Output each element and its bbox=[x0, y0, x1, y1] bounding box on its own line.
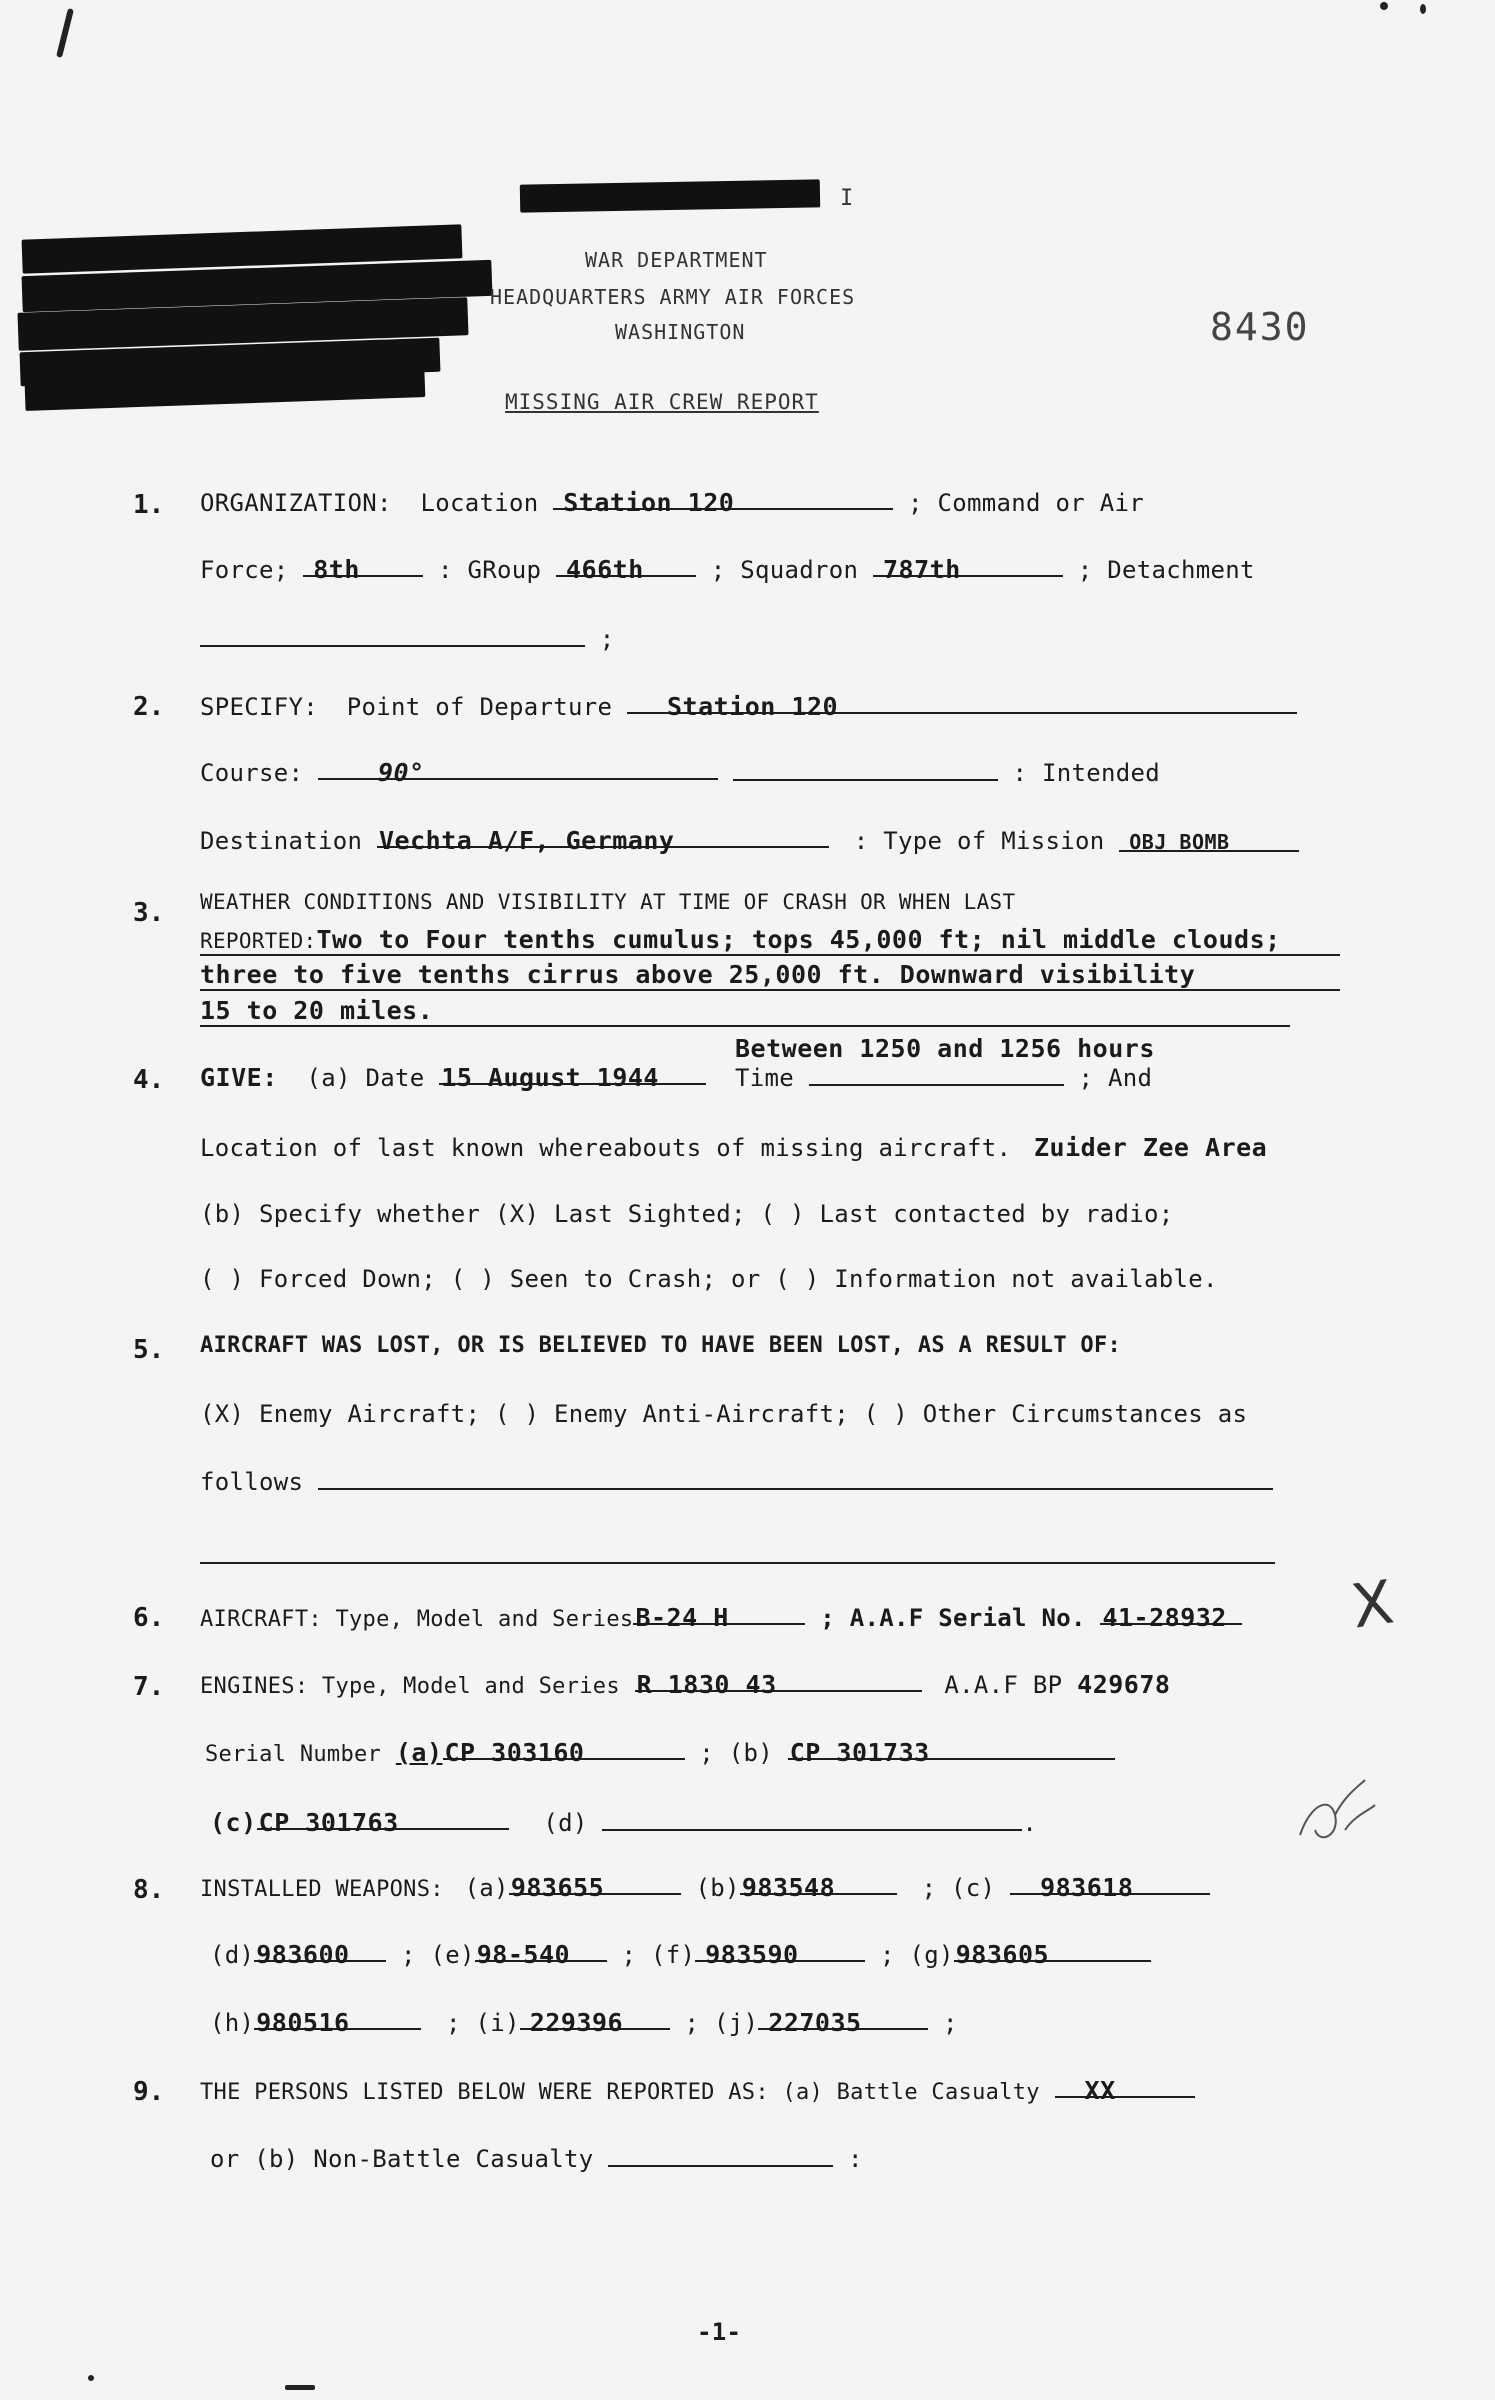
aircraft-label: AIRCRAFT: Type, Model and Series bbox=[200, 1607, 634, 1632]
item-number: 1. bbox=[133, 490, 165, 520]
organization-label: ORGANIZATION: bbox=[200, 489, 392, 517]
weapon-a-label: (a) bbox=[464, 1874, 509, 1902]
line-end: ; bbox=[599, 625, 615, 653]
follows-label: follows bbox=[200, 1468, 304, 1496]
line-end: . bbox=[1022, 1809, 1038, 1837]
item8-line2 bbox=[210, 1940, 1151, 1969]
weapon-f-value: 983590 bbox=[695, 1940, 865, 1962]
aircraft-value: B-24 H bbox=[633, 1603, 805, 1625]
item-number: 2. bbox=[133, 692, 165, 722]
item-number: 4. bbox=[133, 1065, 165, 1095]
item-number: 7. bbox=[133, 1672, 165, 1702]
non-battle-blank bbox=[608, 2145, 833, 2167]
item-number: 9. bbox=[133, 2077, 165, 2107]
engine-d-blank bbox=[602, 1809, 1022, 1831]
weapon-d-value: 983600 bbox=[254, 1940, 386, 1962]
item1-line3 bbox=[200, 625, 615, 653]
serial-label: ; A.A.F Serial No. bbox=[820, 1604, 1086, 1632]
weapon-h-label: (h) bbox=[210, 2009, 255, 2037]
engine-c-label: (c) bbox=[210, 1808, 257, 1837]
location-label: Location bbox=[420, 489, 539, 517]
whereabouts-label: Location of last known whereabouts of missing aircraft. bbox=[200, 1134, 1012, 1162]
scan-speck bbox=[88, 2375, 94, 2381]
item2-line3 bbox=[200, 826, 1299, 855]
follows-blank-line bbox=[200, 1562, 1275, 1564]
item7-line1 bbox=[200, 1670, 1170, 1699]
departure-value: Station 120 bbox=[627, 692, 1297, 714]
item1-line2 bbox=[200, 555, 1255, 584]
item3-line2 bbox=[200, 925, 1340, 956]
scan-speck bbox=[1420, 4, 1426, 14]
course-label: Course: bbox=[200, 759, 304, 787]
item1-line1 bbox=[200, 488, 1144, 517]
item2-line2 bbox=[200, 758, 1160, 787]
item5-line3 bbox=[200, 1468, 1273, 1496]
detachment-blank bbox=[200, 625, 585, 647]
destination-value: Vechta A/F, Germany bbox=[377, 826, 829, 848]
weapon-j-label: ; (j) bbox=[684, 2009, 759, 2037]
mission-label: : Type of Mission bbox=[853, 827, 1105, 855]
serial-number-label: Serial Number bbox=[205, 1742, 382, 1767]
item-number: 5. bbox=[133, 1335, 165, 1365]
weapon-g-label: ; (g) bbox=[880, 1941, 954, 1969]
weapon-b-label: (b) bbox=[695, 1874, 740, 1902]
squadron-value: 787th bbox=[873, 555, 1063, 577]
weapons-label: INSTALLED WEAPONS: bbox=[200, 1877, 444, 1902]
weapon-f-label: ; (f) bbox=[621, 1941, 696, 1969]
weapon-i-label: ; (i) bbox=[446, 2009, 520, 2037]
command-label: ; Command or Air bbox=[908, 489, 1144, 517]
item4-line3: (b) Specify whether (X) Last Sighted; ( ) Last contacted by radio; bbox=[200, 1200, 1174, 1228]
item4-line4: ( ) Forced Down; ( ) Seen to Crash; or ( ) Information not available. bbox=[200, 1265, 1218, 1293]
force-value: 8th bbox=[303, 555, 423, 577]
weapon-d-label: (d) bbox=[210, 1941, 255, 1969]
force-label: Force; bbox=[200, 556, 289, 584]
non-battle-label: or (b) Non-Battle Casualty bbox=[210, 2145, 594, 2173]
item4-line2 bbox=[200, 1133, 1267, 1162]
headquarters-line: HEADQUARTERS ARMY AIR FORCES bbox=[490, 285, 856, 309]
item4-line1 bbox=[200, 1063, 1152, 1092]
serial-value: 41-28932 bbox=[1100, 1603, 1242, 1625]
and-label: ; And bbox=[1078, 1064, 1153, 1092]
persons-label: THE PERSONS LISTED BELOW WERE REPORTED AS: (a) Battle Casualty bbox=[200, 2080, 1040, 2105]
specify-label: SPECIFY: bbox=[200, 693, 318, 721]
item-number: 8. bbox=[133, 1875, 165, 1905]
engine-c-value: CP 301763 bbox=[257, 1808, 509, 1830]
weather-heading: WEATHER CONDITIONS AND VISIBILITY AT TIME OF CRASH OR WHEN LAST bbox=[200, 890, 1016, 914]
weapon-j-value: 227035 bbox=[758, 2008, 928, 2030]
item6-line bbox=[200, 1603, 1242, 1632]
weapon-c-value: 983618 bbox=[1010, 1873, 1210, 1895]
weapon-a-value: 983655 bbox=[509, 1873, 681, 1895]
weapon-c-label: ; (c) bbox=[921, 1874, 996, 1902]
engine-a-value: CP 303160 bbox=[443, 1738, 685, 1760]
engine-d-label: (d) bbox=[543, 1809, 588, 1837]
weapon-h-value: 980516 bbox=[254, 2008, 421, 2030]
weather-line-2: three to five tenths cirrus above 25,000 ft. Downward visibility bbox=[200, 960, 1340, 991]
weapon-b-value: 983548 bbox=[740, 1873, 897, 1895]
weapon-e-label: ; (e) bbox=[401, 1941, 475, 1969]
time-blank bbox=[809, 1064, 1064, 1086]
group-value: 466th bbox=[556, 555, 696, 577]
scan-speck bbox=[1380, 2, 1388, 10]
item7-line2 bbox=[205, 1738, 1115, 1767]
item7-line3 bbox=[210, 1808, 1037, 1837]
group-label: : GRoup bbox=[438, 556, 542, 584]
whereabouts-value: Zuider Zee Area bbox=[1033, 1133, 1268, 1162]
line-end: : bbox=[847, 2145, 863, 2173]
scan-speck bbox=[285, 2385, 315, 2390]
engine-b-value: CP 301733 bbox=[788, 1738, 1115, 1760]
follows-blank bbox=[318, 1468, 1273, 1490]
date-value: 15 August 1944 bbox=[439, 1063, 706, 1085]
weapon-g-value: 983605 bbox=[954, 1940, 1151, 1962]
classification-stub: I bbox=[840, 186, 855, 211]
departure-label: Point of Departure bbox=[346, 693, 613, 721]
give-label: GIVE: bbox=[200, 1063, 278, 1092]
page-number: -1- bbox=[697, 2318, 742, 2346]
aaf-bp-label: A.A.F BP bbox=[944, 1671, 1063, 1699]
report-title: MISSING AIR CREW REPORT bbox=[505, 390, 819, 414]
item8-line1 bbox=[200, 1873, 1210, 1902]
line-end: ; bbox=[943, 2009, 958, 2037]
squadron-label: ; Squadron bbox=[710, 556, 859, 584]
report-number: 8430 bbox=[1210, 305, 1310, 349]
item2-line1 bbox=[200, 692, 1297, 721]
mission-value: OBJ BOMB bbox=[1119, 830, 1299, 852]
department-line: WAR DEPARTMENT bbox=[585, 248, 768, 272]
weapon-i-value: 229396 bbox=[520, 2008, 670, 2030]
weather-line-3: 15 to 20 miles. bbox=[200, 996, 1290, 1027]
engines-label: ENGINES: Type, Model and Series bbox=[200, 1674, 620, 1699]
item9-line1 bbox=[200, 2076, 1195, 2105]
scan-speck bbox=[56, 8, 74, 58]
engine-a-label: (a) bbox=[395, 1738, 443, 1767]
aaf-bp-value: 429678 bbox=[1077, 1670, 1171, 1699]
weapon-e-value: 98-540 bbox=[475, 1940, 607, 1962]
item-number: 6. bbox=[133, 1603, 165, 1633]
reported-label: REPORTED: bbox=[200, 929, 317, 953]
engine-type-value: R 1830 43 bbox=[635, 1670, 922, 1692]
intended-label: : Intended bbox=[1012, 759, 1160, 787]
city-line: WASHINGTON bbox=[615, 320, 746, 344]
initials-mark bbox=[1290, 1775, 1380, 1855]
initials-scribble bbox=[1290, 1775, 1380, 1859]
item5-line2: (X) Enemy Aircraft; ( ) Enemy Anti-Aircraft; ( ) Other Circumstances as bbox=[200, 1400, 1248, 1428]
location-value: Station 120 bbox=[553, 488, 893, 510]
date-label: (a) Date bbox=[306, 1064, 425, 1092]
detachment-label: ; Detachment bbox=[1077, 556, 1255, 584]
item5-line1: AIRCRAFT WAS LOST, OR IS BELIEVED TO HAVE BEEN LOST, AS A RESULT OF: bbox=[200, 1333, 1122, 1358]
time-label: Time bbox=[735, 1064, 795, 1092]
weather-line-1: Two to Four tenths cumulus; tops 45,000 ft; nil middle clouds; bbox=[316, 925, 1281, 954]
item9-line2 bbox=[210, 2145, 863, 2173]
battle-casualty-value: XX bbox=[1055, 2076, 1195, 2098]
item8-line3 bbox=[210, 2008, 958, 2037]
check-mark: X bbox=[1347, 1567, 1398, 1643]
item-number: 3. bbox=[133, 898, 165, 928]
time-note: Between 1250 and 1256 hours bbox=[735, 1034, 1155, 1063]
engine-b-label: ; (b) bbox=[699, 1739, 773, 1767]
redaction-bar bbox=[520, 179, 820, 212]
destination-label: Destination bbox=[200, 827, 363, 855]
course-blank bbox=[733, 759, 998, 781]
course-value: 90° bbox=[318, 758, 718, 780]
